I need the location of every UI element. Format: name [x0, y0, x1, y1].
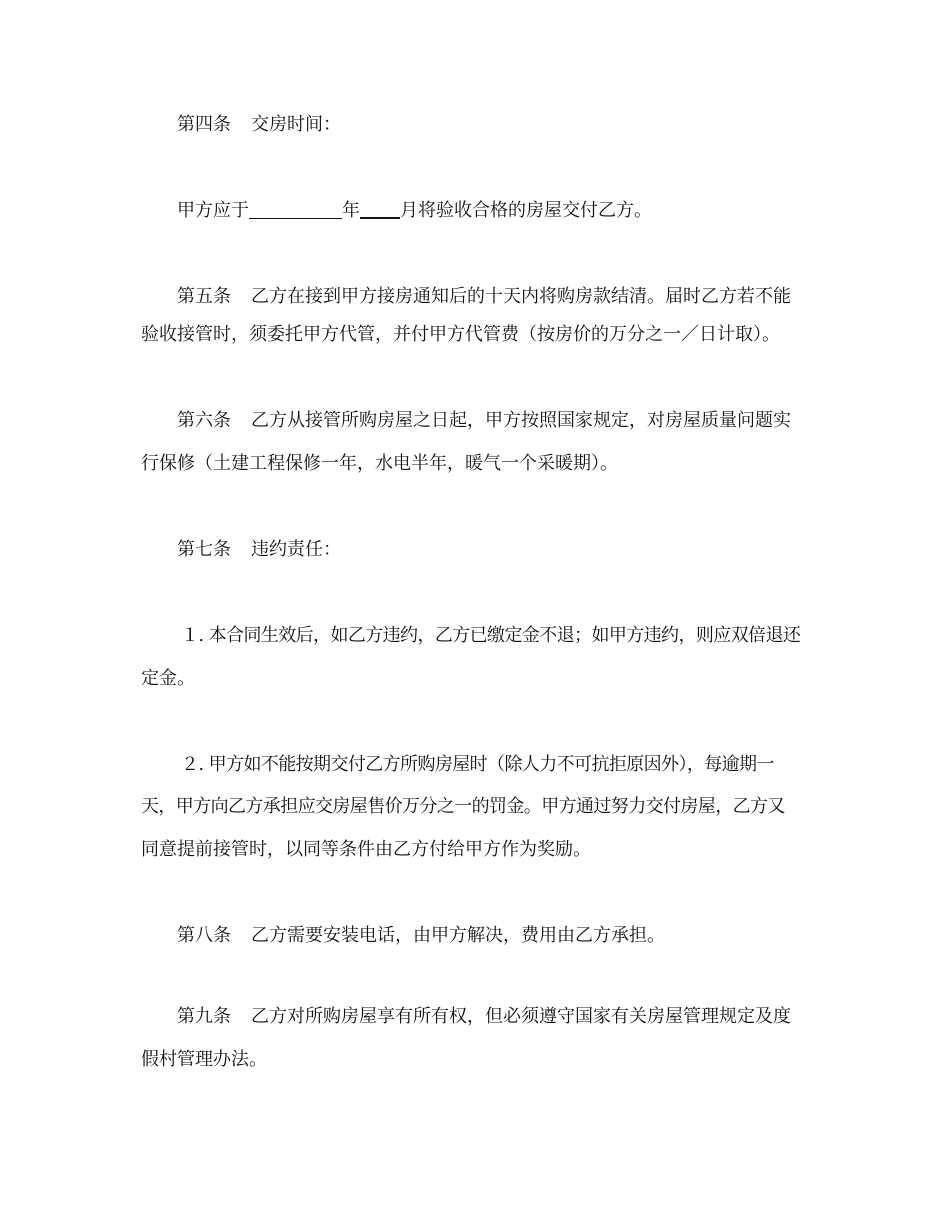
- article-6-line-1: [141, 411, 852, 431]
- article-7-item-2-text-1: ２. 甲方如不能按期交付乙方所购房屋时（除人力不可抗拒原因外），每逾期一: [181, 754, 774, 775]
- article-6-heading: 第六条: [177, 410, 231, 431]
- article-7-item-2-line-1: [141, 755, 856, 775]
- article-9-text-2: 假村管理办法。: [141, 1049, 267, 1070]
- article-9-line-2: [141, 1050, 816, 1070]
- article-7-item-1-line-1: [141, 626, 856, 646]
- article-6-text-2: 行保修（土建工程保修一年，水电半年，暖气一个采暖期）。: [141, 453, 618, 474]
- article-7-item-2-text-3: 同意提前接管时，以同等条件由乙方付给甲方作为奖励。: [141, 839, 591, 860]
- article-4-heading: 第四条: [177, 114, 231, 135]
- article-7-item-1-line-2: [141, 669, 816, 689]
- article-5-text-2: 验收接管时，须委托甲方代管，并付甲方代管费（按房价的万分之一／日计取）。: [141, 324, 780, 345]
- article-4-heading-line: [141, 115, 852, 135]
- article-9-heading: 第九条: [177, 1006, 231, 1027]
- article-6-line-2: [141, 454, 816, 474]
- article-7-item-2-line-3: [141, 840, 816, 860]
- article-4-body-rest: 月将验收合格的房屋交付乙方。: [400, 200, 652, 221]
- article-9-line-1: [141, 1007, 852, 1027]
- article-7-item-1-text-1: １. 本合同生效后，如乙方违约，乙方已缴定金不退；如甲方违约，则应双倍退还: [181, 625, 801, 646]
- article-8-line: [141, 926, 852, 946]
- article-6-text-1: 乙方从接管所购房屋之日起，甲方按照国家规定，对房屋质量问题实: [251, 410, 791, 431]
- article-7-item-2-line-2: [141, 797, 816, 817]
- article-5-heading: 第五条: [177, 286, 231, 307]
- article-7-title: 违约责任：: [251, 539, 341, 560]
- article-8-heading: 第八条: [177, 925, 231, 946]
- article-4-body-prefix: 甲方应于: [177, 200, 249, 221]
- article-7-item-1-text-2: 定金。: [141, 668, 195, 689]
- month-blank[interactable]: [360, 201, 400, 219]
- article-5-text-1: 乙方在接到甲方接房通知后的十天内将购房款结清。届时乙方若不能: [251, 286, 791, 307]
- article-9-text-1: 乙方对所购房屋享有所有权，但必须遵守国家有关房屋管理规定及度: [251, 1006, 791, 1027]
- article-4-body-year: 年: [342, 200, 360, 221]
- article-5-line-2: [141, 325, 816, 345]
- article-8-text: 乙方需要安装电话，由甲方解决，费用由乙方承担。: [251, 925, 665, 946]
- article-4-body: [141, 201, 852, 221]
- article-4-title: 交房时间：: [251, 114, 341, 135]
- article-7-item-2-text-2: 天，甲方向乙方承担应交房屋售价万分之一的罚金。甲方通过努力交付房屋，乙方又: [141, 796, 785, 817]
- article-7-heading-line: [141, 540, 852, 560]
- article-7-heading: 第七条: [177, 539, 231, 560]
- article-5-line-1: [141, 287, 852, 307]
- year-blank[interactable]: [249, 202, 342, 219]
